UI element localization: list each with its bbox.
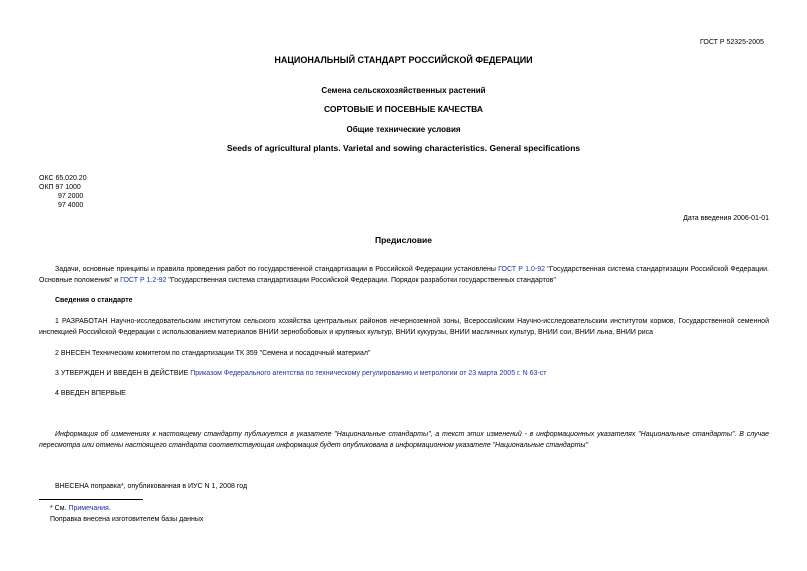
main-title: СОРТОВЫЕ И ПОСЕВНЫЕ КАЧЕСТВА: [323, 104, 484, 114]
gost-1-0-92-link[interactable]: ГОСТ Р 1.0-92: [498, 266, 546, 273]
footnote-text: * См.: [50, 505, 69, 512]
subject-heading: Семена сельскохозяйственных растений: [321, 86, 486, 95]
footnote-line-1: [50, 504, 111, 513]
preface-text: Задачи, основные принципы и правила проведения работ по государственной стандартизации в Российской Федерации установлены: [55, 266, 499, 273]
english-title: Seeds of agricultural plants. Varietal and sowing characteristics. General specifications: [226, 143, 581, 153]
notes-link[interactable]: Примечания: [68, 505, 109, 512]
about-standard-heading: Сведения о стандарте: [55, 297, 133, 304]
spec-subtitle: Общие технические условия: [346, 125, 461, 134]
preface-paragraph-1: [39, 264, 769, 286]
introduction-date: Дата введения 2006-01-01: [683, 215, 769, 222]
introduced-paragraph: 4 ВВЕДЕН ВПЕРВЫЕ: [55, 390, 126, 397]
preface-text: "Государственная система стандартизации Российской Федерации. Порядок разработки государственных стандартов": [166, 277, 556, 284]
order-link[interactable]: Приказом Федерального агентства по техническому регулированию и метрологии от 23 марта 2005 г. N 63-ст: [190, 370, 547, 377]
approved-text: 3 УТВЕРЖДЕН И ВВЕДЕН В ДЕЙСТВИЕ: [55, 370, 191, 377]
submitted-by-paragraph: 2 ВНЕСЕН Техническим комитетом по стандартизации ТК 359 "Семена и посадочный материал": [55, 350, 371, 357]
okp-code-2: 97 2000: [58, 193, 84, 200]
preface-heading: Предисловие: [374, 235, 433, 245]
amendment-paragraph: ВНЕСЕНА поправка*, опубликованная в ИУС N 1, 2008 год: [55, 483, 248, 490]
okp-code: ОКП 97 1000: [39, 184, 81, 191]
gost-1-2-92-link[interactable]: ГОСТ Р 1.2-92: [120, 277, 167, 284]
document-code: ГОСТ Р 52325-2005: [700, 39, 764, 46]
classification-codes: [39, 174, 87, 210]
changes-info-paragraph: Информация об изменениях к настоящему стандарту публикуется в указателе "Национальные стандарты", а текст этих изменений - в информационных указателях "Национальные стандарты". В случае пересмотра или отмены настоящего стандарта соответствующая информация будет опубликована в информационном указателе "Национальные стандарты": [39, 431, 769, 449]
footnote-divider: [39, 499, 143, 500]
developed-by-paragraph: 1 РАЗРАБОТАН Научно-исследовательским институтом сельского хозяйства центральных районов нечерноземной зоны, Всероссийским Научно-исследовательским институтом кормов, Государственной семенной инспекцией Российской Федерации с использованием материалов ВНИИ зернобобовых и крупяных культур, ВНИИ кукурузы, ВНИИ масличных культур, ВНИИ сои, ВНИИ льна, ВНИИ риса: [39, 318, 769, 336]
oks-code: ОКС 65.020.20: [39, 175, 87, 182]
preface-text: "Государственная система стандартизации Российской Федерации. Основные положения" и: [39, 266, 769, 284]
national-standard-heading: НАЦИОНАЛЬНЫЙ СТАНДАРТ РОССИЙСКОЙ ФЕДЕРАЦИИ: [274, 55, 533, 65]
footnote-text: .: [108, 505, 111, 512]
okp-code-3: 97 4000: [58, 202, 84, 209]
approved-paragraph: [55, 369, 546, 378]
footnote-line-2: Поправка внесена изготовителем базы данных: [50, 516, 204, 523]
